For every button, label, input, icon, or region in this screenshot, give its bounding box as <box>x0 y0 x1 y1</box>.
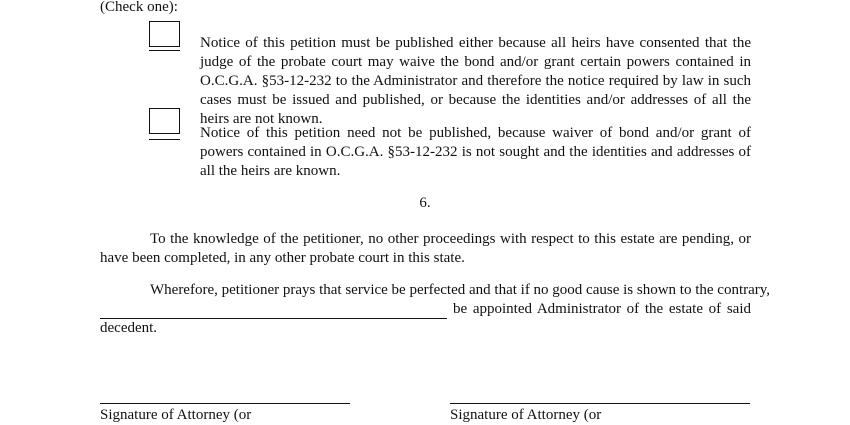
option-1-checkbox-underline <box>149 50 180 51</box>
signature-line-1[interactable] <box>100 403 350 404</box>
check-one-label: (Check one): <box>100 0 178 15</box>
signature-label-2: Signature of Attorney (or <box>450 407 602 423</box>
option-2-text: Notice of this petition need not be published, because waiver of bond and/or grant of powers contained in O.C.G.A. §53-12-232 is not sought and the identities and addresses of all the heirs are known. <box>200 125 751 179</box>
prayer-line-1: Wherefore, petitioner prays that service be perfected and that if no good cause is shown to the contrary, <box>150 282 771 298</box>
prayer-after-blank: be appointed Administrator of the estate of said <box>453 301 751 317</box>
option-1-checkbox[interactable] <box>149 21 180 47</box>
section-number: 6. <box>419 195 431 211</box>
option-2-checkbox-underline <box>149 139 180 140</box>
option-1-text: Notice of this petition must be published either because all heirs have consented that the judge of the probate court may waive the bond and/or grant certain powers contained in O.C.G.A. §53-12-232 to the Administrator and therefore the notice required by law in such cases must be issued and published, or because the identities and/or addresses of all the heirs are not known. <box>200 35 751 127</box>
signature-line-2[interactable] <box>450 403 750 404</box>
prayer-line-3: decedent. <box>100 320 158 336</box>
option-2-checkbox[interactable] <box>149 108 180 134</box>
proceedings-paragraph: To the knowledge of the petitioner, no other proceedings with respect to this estate are pending, or have been completed, in any other probate court in this state. <box>100 231 751 266</box>
signature-label-1: Signature of Attorney (or <box>100 407 252 423</box>
